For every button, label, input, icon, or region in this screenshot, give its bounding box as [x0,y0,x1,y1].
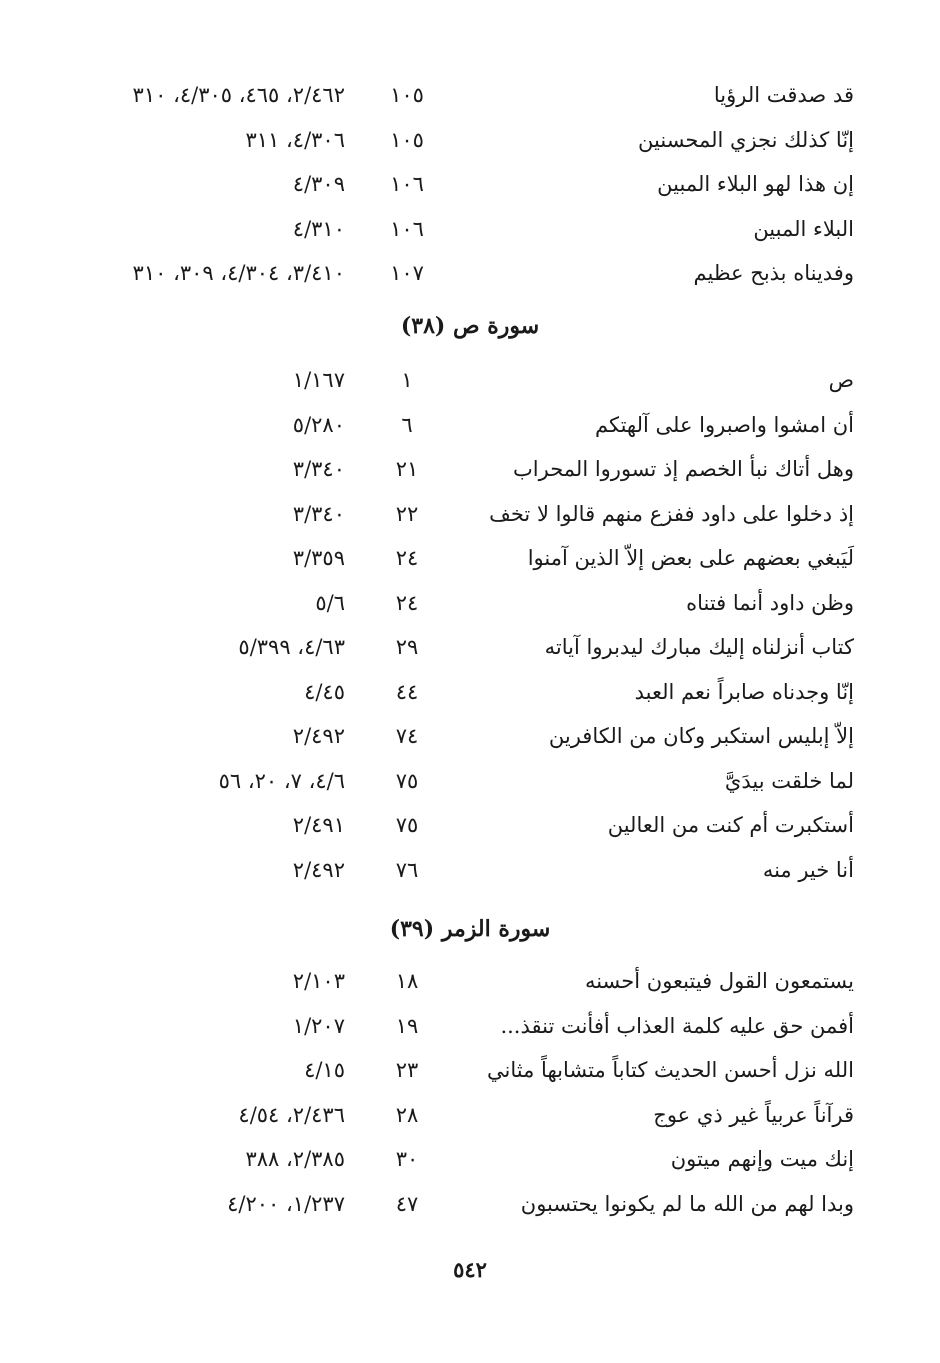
page-references: ٣/٣٥٩ [292,546,345,570]
verse-text: إنّا وجدناه صابراً نعم العبد [634,679,854,704]
ayah-number: ١٨ [395,969,419,993]
ayah-number: ٢٢ [395,501,419,526]
page-references: ٤/٣١٠ [292,216,345,241]
verse-text: يستمعون القول فيتبعون أحسنه [584,969,854,993]
ayah-number: ٧٤ [395,724,419,748]
ayah-number: ٢١ [395,457,419,481]
index-section-sad [0,358,940,892]
verse-text: إنك ميت وإنهم ميتون [670,1147,854,1171]
index-section-continued [0,73,940,296]
page-references: ٢/٤٩٢ [292,857,345,882]
ayah-number: ٢٣ [395,1058,419,1082]
page-references: ٥/٢٨٠ [292,412,345,437]
page-references: ٥/٦ [315,590,345,615]
ayah-number: ١٠٦ [390,172,424,196]
index-row [0,714,940,759]
page-references: ١/١٦٧ [292,368,345,392]
verse-text: الله نزل أحسن الحديث كتاباً متشابهاً مثاني [487,1058,854,1082]
page-references: ٢/٣٨٥، ٣٨٨ [245,1147,345,1171]
ayah-number: ٧٥ [395,813,419,837]
verse-text: كتاب أنزلناه إليك مبارك ليدبروا آياته [544,635,854,659]
ayah-number: ١٠٧ [390,261,424,285]
ayah-number: ٣٠ [395,1147,419,1171]
page-references: ٤/٣٠٦، ٣١١ [245,127,345,152]
index-row [0,1137,940,1182]
verse-text: أستكبرت أم كنت من العالين [607,813,854,837]
index-row [0,581,940,626]
page-references: ٢/٤٣٦، ٤/٥٤ [238,1102,345,1127]
index-row [0,670,940,715]
index-row [0,848,940,893]
page-references: ١/٢٠٧ [292,1013,345,1038]
ayah-number: ١٠٥ [390,127,424,152]
ayah-number: ٧٦ [395,857,419,882]
page-references: ٢/٤٦٢، ٤٦٥، ٤/٣٠٥، ٣١٠ [132,83,345,107]
index-row [0,1093,940,1138]
ayah-number: ٢٨ [395,1102,419,1127]
verse-text: وهل أتاك نبأ الخصم إذ تسوروا المحراب [513,457,854,481]
verse-text: ص [828,368,854,392]
index-row [0,1004,940,1049]
ayah-number: ٢٩ [395,635,419,659]
ayah-number: ٧٥ [395,768,419,793]
page-references: ٢/٤٩١ [292,813,345,837]
index-row [0,207,940,252]
verse-text: لما خلقت بيدَيَّ [724,768,854,793]
index-row [0,118,940,163]
verse-text: إن هذا لهو البلاء المبين [657,172,854,196]
page-references: ٤/١٥ [304,1058,345,1082]
index-section-zumar [0,959,940,1226]
verse-text: إذ دخلوا على داود ففزع منهم قالوا لا تخف [489,501,854,526]
ayah-number: ١٩ [395,1013,419,1038]
page-references: ٣/٣٤٠ [292,457,345,481]
verse-text: إنّا كذلك نجزي المحسنين [638,127,854,152]
verse-text: قد صدقت الرؤيا [713,83,854,107]
ayah-number: ٤٤ [395,679,419,704]
verse-text: وظن داود أنما فتناه [686,590,854,615]
index-row [0,358,940,403]
index-row [0,803,940,848]
index-row [0,73,940,118]
surah-heading: سورة ص (٣٨) [400,313,540,339]
verse-text: قرآناً عربياً غير ذي عوج [653,1102,854,1127]
ayah-number: ٤٧ [395,1191,419,1216]
verse-text: لَيَبغي بعضهم على بعض إلاّ الذين آمنوا [527,546,854,570]
index-row [0,625,940,670]
verse-text: البلاء المبين [753,216,854,241]
ayah-number: ١٠٦ [390,216,424,241]
ayah-number: ١٠٥ [390,83,424,107]
verse-text: إلاّ إبليس استكبر وكان من الكافرين [548,724,854,748]
page-references: ١/٢٣٧، ٤/٢٠٠ [227,1191,345,1216]
ayah-number: ٦ [401,412,413,437]
index-row [0,251,940,296]
index-row [0,759,940,804]
verse-text: أنا خير منه [762,857,854,882]
verse-text: وفديناه بذبح عظيم [693,261,854,285]
index-row [0,492,940,537]
ayah-number: ١ [401,368,413,392]
index-row [0,959,940,1004]
surah-heading: سورة الزمر (٣٩) [389,916,551,942]
page-number: ٥٤٢ [453,1257,487,1282]
page-references: ٤/٣٠٩ [292,172,345,196]
index-row [0,162,940,207]
page-references: ٤/٦٣، ٥/٣٩٩ [238,635,345,659]
index-row [0,536,940,581]
index-row [0,403,940,448]
ayah-number: ٢٤ [395,590,419,615]
index-row [0,447,940,492]
page-references: ٣/٣٤٠ [292,501,345,526]
verse-text: أفمن حق عليه كلمة العذاب أفأنت تنقذ... [500,1013,854,1038]
page-references: ٢/١٠٣ [292,969,345,993]
page-references: ٤/٤٥ [304,679,345,704]
page-references: ٣/٤١٠، ٤/٣٠٤، ٣٠٩، ٣١٠ [132,261,345,285]
page-references: ٢/٤٩٢ [292,724,345,748]
verse-text: وبدا لهم من الله ما لم يكونوا يحتسبون [520,1191,854,1216]
page-references: ٤/٦، ٧، ٢٠، ٥٦ [218,768,345,793]
ayah-number: ٢٤ [395,546,419,570]
index-row [0,1182,940,1227]
index-row [0,1048,940,1093]
verse-text: أن امشوا واصبروا على آلهتكم [595,412,854,437]
